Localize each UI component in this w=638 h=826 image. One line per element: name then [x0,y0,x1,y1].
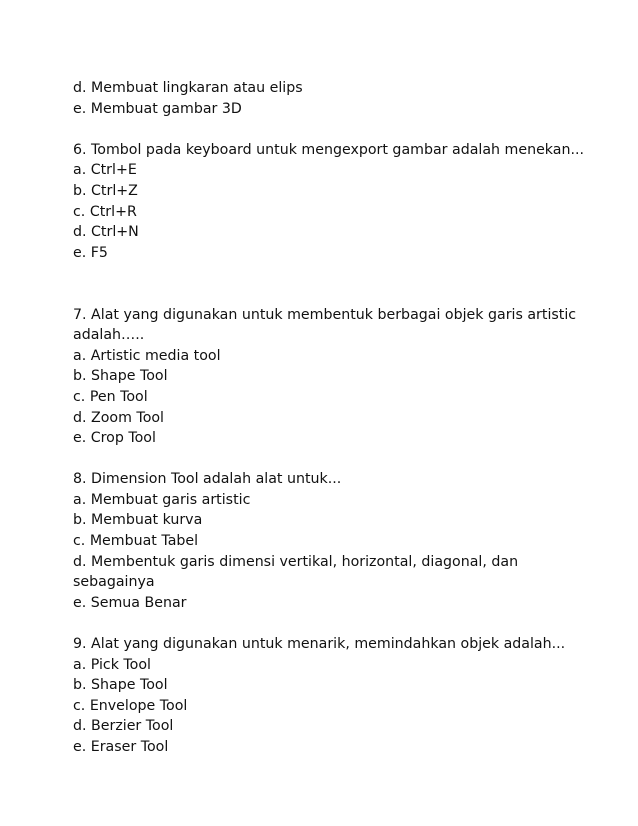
option-e: e. F5 [73,244,108,261]
option-d: d. Ctrl+N [73,224,139,241]
option-d-continued: sebagainya [73,574,155,591]
option-c: c. Membuat Tabel [73,533,199,550]
option-a: a. Pick Tool [73,656,151,673]
option-d: d. Membentuk garis dimensi vertikal, horizontal, diagonal, dan [73,553,519,570]
option-e: e. Crop Tool [73,430,156,447]
question-text-continued: adalah….. [73,327,145,344]
spacer [73,449,583,470]
option-e: e. Semua Benar [73,594,187,611]
question-6 [73,140,583,264]
spacer [73,119,583,140]
question-5-tail [73,78,583,119]
option-b: b. Shape Tool [73,368,168,385]
question-text: 7. Alat yang digunakan untuk membentuk berbagai objek garis artistic [73,306,577,323]
option-b: b. Membuat kurva [73,512,203,529]
option-a: a. Artistic media tool [73,347,221,364]
question-7 [73,305,583,449]
question-text: 9. Alat yang digunakan untuk menarik, memindahkan objek adalah... [73,636,566,653]
option-e: e. Membuat gambar 3D [73,100,242,117]
document-body [73,78,583,758]
question-text: 6. Tombol pada keyboard untuk mengexport gambar adalah menekan... [73,141,584,158]
option-a: a. Membuat garis artistic [73,491,251,508]
question-8 [73,469,583,613]
option-b: b. Shape Tool [73,677,168,694]
option-d: d. Zoom Tool [73,409,164,426]
option-e: e. Eraser Tool [73,739,169,755]
option-c: c. Envelope Tool [73,697,188,714]
option-b: b. Ctrl+Z [73,182,138,199]
question-text: 8. Dimension Tool adalah alat untuk... [73,471,342,488]
option-d: d. Membuat lingkaran atau elips [73,80,303,96]
option-a: a. Ctrl+E [73,162,137,179]
question-9 [73,634,583,758]
spacer [73,613,583,634]
spacer [73,263,583,304]
option-d: d. Berzier Tool [73,718,174,735]
option-c: c. Ctrl+R [73,203,137,220]
option-c: c. Pen Tool [73,388,148,405]
